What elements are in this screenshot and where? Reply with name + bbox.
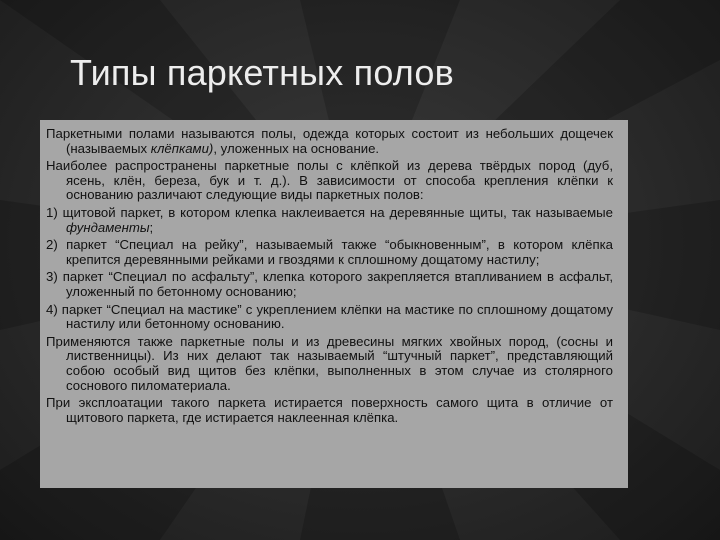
slide-title: Типы паркетных полов <box>70 52 454 93</box>
paragraph-wear <box>46 396 613 425</box>
paragraph-definition <box>46 127 613 156</box>
paragraph-text: , уложенных на основание. <box>213 140 380 156</box>
slide-body <box>46 127 613 425</box>
list-item-asphalt-parquet <box>46 270 613 299</box>
paragraph-text: ; <box>149 219 154 235</box>
paragraph-text: Наиболее распространены паркетные полы с клёпкой из дерева твёрдых пород (дуб, ясень, клён, береза, бук и т. д.). В зависимости от способа крепления клёпки к основанию различают следующие виды паркетных полов: <box>46 158 613 203</box>
emphasis-text: фундаменты <box>66 219 150 235</box>
paragraph-text: 2) паркет “Специал на рейку”, называемый также “обыкновенным”, в котором клёпка крепится деревянными рейками и гвоздями к сплошному дощатому настилу; <box>46 237 613 267</box>
paragraph-text: 3) паркет “Специал по асфальту”, клепка которого закрепляется втапливанием в асфальт, уложенный по бетонному основанию; <box>46 269 613 299</box>
paragraph-text: Паркетными полами называются полы, одежда которых состоит из небольших дощечек (называемых <box>46 126 613 156</box>
paragraph-text: При эксплоатации такого паркета истирается поверхность самого щита в отличие от щитового паркета, где истирается наклеенная клёпка. <box>46 395 613 425</box>
paragraph-text: Применяются также паркетные полы и из древесины мягких хвойных пород, (сосны и лиственницы). Из них делают так называемый “штучный паркет”, представляющий собою особый вид щитов без клёпки, выполненных в этом случае из столярного соснового пиломатериала. <box>46 333 613 393</box>
paragraph-text: 1) щитовой паркет, в котором клепка наклеивается на деревянные щиты, так называемые <box>46 204 613 220</box>
emphasis-text: клёпками) <box>150 140 214 156</box>
list-item-mastic-parquet <box>46 303 613 332</box>
paragraph-softwood <box>46 335 613 393</box>
paragraph-materials <box>46 159 613 203</box>
list-item-shield-parquet <box>46 206 613 235</box>
paragraph-text: 4) паркет “Специал на мастике” с укреплением клёпки на мастике по сплошному дощатому настилу или бетонному основанию. <box>46 301 613 332</box>
list-item-rail-parquet <box>46 238 613 267</box>
